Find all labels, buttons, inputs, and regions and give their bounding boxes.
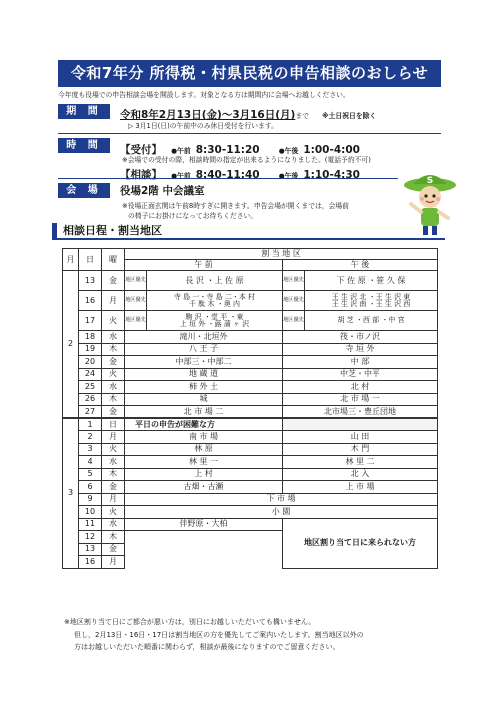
am-area: 古畑・古瀬: [125, 481, 283, 494]
table-row: [63, 456, 438, 469]
time-pm-mark: ●午後: [278, 147, 299, 155]
table-row: [63, 343, 438, 356]
dow-cell: 日: [102, 418, 125, 431]
am-area: 北 市 場 二: [125, 406, 283, 419]
header-area: 割 当 地 区: [125, 249, 438, 260]
divider-time: [58, 178, 398, 179]
am-area-line2: 千 駄 木 ・奥 内: [189, 299, 240, 308]
schedule-heading: [52, 222, 445, 240]
day-cell: 6: [79, 481, 102, 494]
am-area: 柿 外 土: [125, 381, 283, 394]
dow-cell: 火: [102, 443, 125, 456]
day-cell: 26: [79, 393, 102, 406]
table-row: [63, 418, 438, 431]
day-cell: 25: [79, 381, 102, 394]
day-cell: 16: [79, 291, 102, 311]
footnote-2: 但し，2月13日・16日・17日は割当地区の方を優先してご案内いたします。割当地区以外の: [74, 630, 364, 639]
pm-area-line1: 王 生 沢 北 ・王 生 沢 東: [331, 292, 411, 301]
dow-cell: 木: [102, 343, 125, 356]
am-area: 滝川・北垣外: [125, 331, 283, 344]
period-note: ▷ 3月1日(日)の午前中のみ休日受付を行います。: [128, 122, 278, 130]
day-cell: 18: [79, 331, 102, 344]
table-row: [63, 468, 438, 481]
table-row: [63, 443, 438, 456]
pm-area: 木 門: [283, 443, 438, 456]
venue-note-1: ※役場正面玄関は午前8時すぎに開きます。申告会場が開くまでは，会場前: [122, 202, 349, 210]
table-row: [63, 311, 438, 331]
divider-period: [58, 133, 441, 134]
venue-place: 役場2階 中会議室: [120, 185, 205, 197]
table-row: [63, 393, 438, 406]
day-cell: 27: [79, 406, 102, 419]
footnote-block: [64, 616, 444, 654]
header-pm: 午 後: [283, 260, 438, 271]
table-row: [63, 368, 438, 381]
time-consult-label: 【相談】: [120, 169, 162, 181]
pm-area: 北市場三・豊丘団地: [283, 406, 438, 419]
dow-cell: 水: [102, 381, 125, 394]
pm-closed-cell: [283, 418, 438, 431]
am-area: 城: [125, 393, 283, 406]
consult-am-mark: ●午前: [171, 172, 191, 180]
footnote-3: 方はお越しいただいた順番に関わらず，相談が最後になりますのでご留意ください。: [74, 643, 340, 651]
dow-cell: 金: [102, 481, 125, 494]
pm-area: 中 部: [283, 356, 438, 369]
dow-cell: 火: [102, 311, 125, 331]
dow-cell: 火: [102, 368, 125, 381]
am-area: 伴野原・大柏: [125, 518, 283, 531]
am-area-line1: 駒 沢 ・堂 平 ・東: [185, 312, 244, 321]
table-row: [63, 271, 438, 291]
dow-cell: 木: [102, 393, 125, 406]
day-cell: 1: [79, 418, 102, 431]
day-cell: 4: [79, 456, 102, 469]
pm-area: 北 入: [283, 468, 438, 481]
period-dates: 令和8年2月13日(金)～3月16日(月): [120, 109, 296, 121]
schedule-heading-text: 相談日程・割当地区: [63, 224, 162, 237]
dow-cell: 金: [102, 543, 125, 556]
time-label: 時 間: [58, 138, 110, 153]
pm-area: 筏・市ノ沢: [283, 331, 438, 344]
table-row: [63, 381, 438, 394]
dow-cell: 月: [102, 291, 125, 311]
am-area: 中部三・中部二: [125, 356, 283, 369]
table-row: [63, 331, 438, 344]
day-cell: 9: [79, 493, 102, 506]
all-day-area: 下 市 場: [125, 493, 438, 506]
venue-label: 会 場: [58, 183, 110, 198]
priority-tag: 地区優先: [283, 311, 305, 331]
day-cell: 20: [79, 356, 102, 369]
table-row: [63, 506, 438, 519]
header-day: 日: [79, 249, 102, 271]
time-consult-line: [120, 163, 360, 182]
pm-area: 北 市 場 一: [283, 393, 438, 406]
day-cell: 16: [79, 556, 102, 569]
dow-cell: 金: [102, 271, 125, 291]
footnote-1: ※地区割り当て日にご都合が悪い方は，別日にお越しいただいても構いません。: [64, 618, 316, 626]
header-am: 午 前: [125, 260, 283, 271]
am-area: [147, 311, 283, 331]
time-am: 8:30-11:20: [195, 144, 260, 156]
header-month: 月: [63, 249, 79, 271]
consult-am: 8:40-11:40: [195, 169, 260, 181]
month-feb: 2: [63, 271, 79, 419]
am-area: 地 蔵 道: [125, 368, 283, 381]
all-day-area: 小 園: [125, 506, 438, 519]
priority-tag: 地区優先: [283, 291, 305, 311]
table-row: [63, 481, 438, 494]
day-cell: 3: [79, 443, 102, 456]
header-dow: 曜: [102, 249, 125, 271]
time-pm: 1:00-4:00: [303, 144, 360, 156]
day-cell: 11: [79, 518, 102, 531]
dow-cell: 月: [102, 556, 125, 569]
table-row: [63, 291, 438, 311]
day-cell: 19: [79, 343, 102, 356]
dow-cell: 金: [102, 356, 125, 369]
day-cell: 13: [79, 543, 102, 556]
am-area: 林 原: [125, 443, 283, 456]
pm-area: 寺 垣 外: [283, 343, 438, 356]
venue-note-2: の椅子にお掛けになってお待ちください。: [128, 212, 258, 220]
unassigned-note: 地区割り当て日に来られない方: [283, 518, 438, 568]
month-mar: 3: [63, 418, 79, 568]
consult-pm: 1:10-4:30: [303, 169, 360, 181]
am-area: 林 里 一: [125, 456, 283, 469]
pm-area: 山 田: [283, 431, 438, 444]
svg-text:S: S: [426, 176, 434, 186]
time-note: ※会場での受付の際，相談時間の指定が出来るようになりました。(電話予約不可): [122, 156, 371, 164]
pm-area: [305, 291, 438, 311]
pm-area: 胡 芝 ・西 部 ・中 宮: [305, 311, 438, 331]
intro-text: 今年度も役場での申告相談会場を開設します。対象となる方は期間内に会場へお越しください。: [58, 91, 350, 99]
priority-tag: 地区優先: [125, 271, 147, 291]
dow-cell: 火: [102, 506, 125, 519]
pm-area-line2: 王 生 沢 南 ・王 生 沢 西: [331, 299, 411, 308]
pm-area: 林 里 二: [283, 456, 438, 469]
pm-area: 北 村: [283, 381, 438, 394]
am-area-line2: 上 垣 外 ・蕗 蒲 ヶ 沢: [179, 319, 250, 328]
table-row: [63, 493, 438, 506]
table-row: [63, 431, 438, 444]
am-area: [147, 291, 283, 311]
day-cell: 5: [79, 468, 102, 481]
priority-tag: 地区優先: [125, 291, 147, 311]
dow-cell: 木: [102, 531, 125, 544]
day-cell: 10: [79, 506, 102, 519]
dow-cell: 金: [102, 406, 125, 419]
am-area: 八 王 子: [125, 343, 283, 356]
priority-tag: 地区優先: [283, 271, 305, 291]
am-area: 長 沢 ・上 佐 原: [147, 271, 283, 291]
table-header-row: [63, 249, 438, 260]
dow-cell: 木: [102, 468, 125, 481]
day-cell: 12: [79, 531, 102, 544]
period-dates-suffix: まで: [295, 112, 309, 120]
am-area-line1: 寺 島 一・寺 島 二・本 村: [173, 292, 256, 301]
page-title: 令和7年分 所得税・村県民税の申告相談のおしらせ: [58, 60, 441, 87]
time-reception-label: 【受付】: [120, 144, 162, 156]
table-row: [63, 356, 438, 369]
day-cell: 24: [79, 368, 102, 381]
consult-pm-mark: ●午後: [278, 172, 299, 180]
period-label: 期 間: [58, 104, 110, 119]
day-cell: 13: [79, 271, 102, 291]
dow-cell: 水: [102, 518, 125, 531]
holiday-reception-note: 平日の申告が困難な方: [125, 418, 283, 431]
am-area: 上 村: [125, 468, 283, 481]
pm-area: 中芝・中平: [283, 368, 438, 381]
am-area: 南 市 場: [125, 431, 283, 444]
pm-area: 下 佐 原 ・笹 久 保: [305, 271, 438, 291]
dow-cell: 水: [102, 456, 125, 469]
dow-cell: 水: [102, 331, 125, 344]
schedule-table: [62, 248, 438, 569]
dow-cell: 月: [102, 493, 125, 506]
pm-area: 上 市 場: [283, 481, 438, 494]
heading-accent-bar: [52, 223, 57, 238]
am-merged-cell: [125, 531, 283, 569]
period-exclude: ※土日祝日を除く: [322, 112, 377, 120]
priority-tag: 地区優先: [125, 311, 147, 331]
day-cell: 2: [79, 431, 102, 444]
table-row: [63, 518, 438, 531]
day-cell: 17: [79, 311, 102, 331]
time-am-mark: ●午前: [171, 147, 191, 155]
table-row: [63, 406, 438, 419]
dow-cell: 月: [102, 431, 125, 444]
